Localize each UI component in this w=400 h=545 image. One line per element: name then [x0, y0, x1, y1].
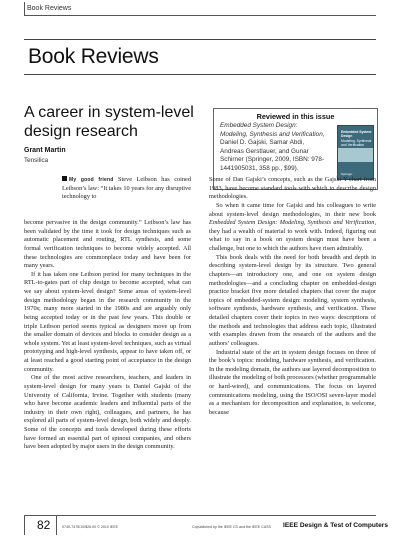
reviewed-book-title: Embedded System Design: Modeling, Synthesis and Verification,: [220, 122, 325, 138]
section-title: [24, 39, 376, 75]
footer-copublished: Copublished by the IEEE CS and the IEEE CASS: [192, 525, 271, 529]
book-cover-subtitle: Modeling, Synthesis and Verification: [341, 139, 372, 147]
footer-divider: [24, 515, 25, 535]
body-paragraph: Industrial state of the art in system design focuses on three of the book’s topics: modeling, hardware synthesis, and verification. In the modeling domain, the authors use layered decomposition to illustrate the modeling of both processors (whether programmable or hard-wired), and communications. The focus on layered communications modeling, using the ISO/OSI seven-layer model as a mechanism for decomposition and explanation, is welcome, because: [209, 348, 376, 416]
footer-rule: [24, 515, 376, 516]
footer-issn: 0740-7475/10/$26.00 © 2010 IEEE: [62, 525, 118, 529]
article-headline: A career in system-level design research: [24, 104, 194, 140]
lead-text: Steve Leibson has coined Leibson’s law: “It takes 10 years for any disruptive technology to: [62, 176, 191, 201]
running-head-tick: [24, 2, 25, 16]
running-head-rule: [24, 0, 376, 16]
article-affiliation: Tensilica: [24, 157, 49, 164]
body-paragraph: Some of Dan Gajski’s concepts, such as the Gajski Y-chart from 1983, have become standard tools with which to describe design methodologies.: [209, 176, 376, 201]
running-head: [0, 0, 400, 22]
reviewed-box-title: Reviewed in this issue: [256, 112, 335, 121]
reviewed-box-body: [220, 122, 326, 174]
reviewed-book-details: Daniel D. Gajski, Samar Abdi, Andreas Gerstlauer, and Gunar Schirner (Springer, 2009, ISBN: 978-1441905031, 358 pp., $99).: [220, 139, 325, 172]
body-paragraph: become pervasive in the design community.” Leibson’s law has been validated by the time it took for design techniques such as automatic placement and routing, RTL synthesis, and some formal verification techniques to become widely accepted. All these technologies are commonplace today and have been for many years.: [24, 219, 191, 270]
book-title-reference: Embedded System Design: Modeling, Synthesis and Verification: [209, 219, 375, 227]
book-cover-band: [338, 148, 373, 162]
body-paragraph: So when it came time for Gajski and his colleagues to write about system-level design methodologies, in their new book Embedded System Design: Modeling, Synthesis and Verification, they had a wealth of material to work with. Indeed, figuring out what to say in a book on system design must have been a challenge, but one to which the authors have risen admirably.: [209, 201, 376, 252]
body-paragraph: One of the most active researchers, teachers, and leaders in system-level design for many years is Daniel Gajski of the University of California, Irvine. Together with students (many who have become academic leaders and influential parts of the industry in their own right), colleagues, and partners, he has explored all parts of system-level design, both widely and deeply. Some of the concepts and tools developed during these efforts have formed an essential part of spinout companies, and others have been adopted by major users in the design community.: [24, 374, 191, 451]
body-column-right: [209, 176, 376, 418]
book-cover-image: [337, 125, 374, 180]
footer-journal-name: IEEE Design & Test of Computers: [283, 522, 389, 529]
section-marker-icon: [62, 176, 67, 181]
body-column-left: [24, 219, 191, 452]
book-cover-publisher: Springer: [341, 172, 353, 176]
body-paragraph: If it has taken one Leibson period for many techniques in the RTL-to-gates part of chip design to become accepted, what can we say about system-level design? Some areas of system-level design methodology began in the research community in the 1970s; many more started in the 1980s and are arguably only being accepted today or in the past few years. This double or triple Leibson period seems typical as designers move up from the smaller domain of devices and blocks to consider design as a whole system. Yet at least system-level techniques, such as virtual prototyping and high-level synthesis, appear to have taken off, or at least reached a good starting point of acceptance in the design community.: [24, 270, 191, 373]
lead-paragraph: [62, 176, 191, 202]
lead-smallcaps: My good friend: [69, 177, 114, 183]
page-footer: [0, 510, 400, 545]
page-number: 82: [37, 518, 51, 532]
article-author: Grant Martin: [24, 147, 66, 154]
section-title-text: Book Reviews: [28, 45, 159, 68]
body-paragraph: This book deals with the need for both breadth and depth in describing system-level design by its structure. Two general chapters—an introductory one, and one on system design methodologies—and a concluding chapter on embedded-design practice bracket five more detailed chapters that cover the major topics of embedded-system design: modeling, system synthesis, software synthesis, hardware synthesis, and verification. These detailed chapters cover their topics in two ways: descriptions of the methods and technologies that address each topic, illustrated with examples drawn from the research of the authors and the authors’ colleagues.: [209, 253, 376, 347]
footer-divider: [56, 515, 57, 535]
book-cover-title: Embedded System Design Modeling, Synthesis and Verification: [341, 130, 372, 147]
running-head-label: Book Reviews: [27, 5, 72, 12]
